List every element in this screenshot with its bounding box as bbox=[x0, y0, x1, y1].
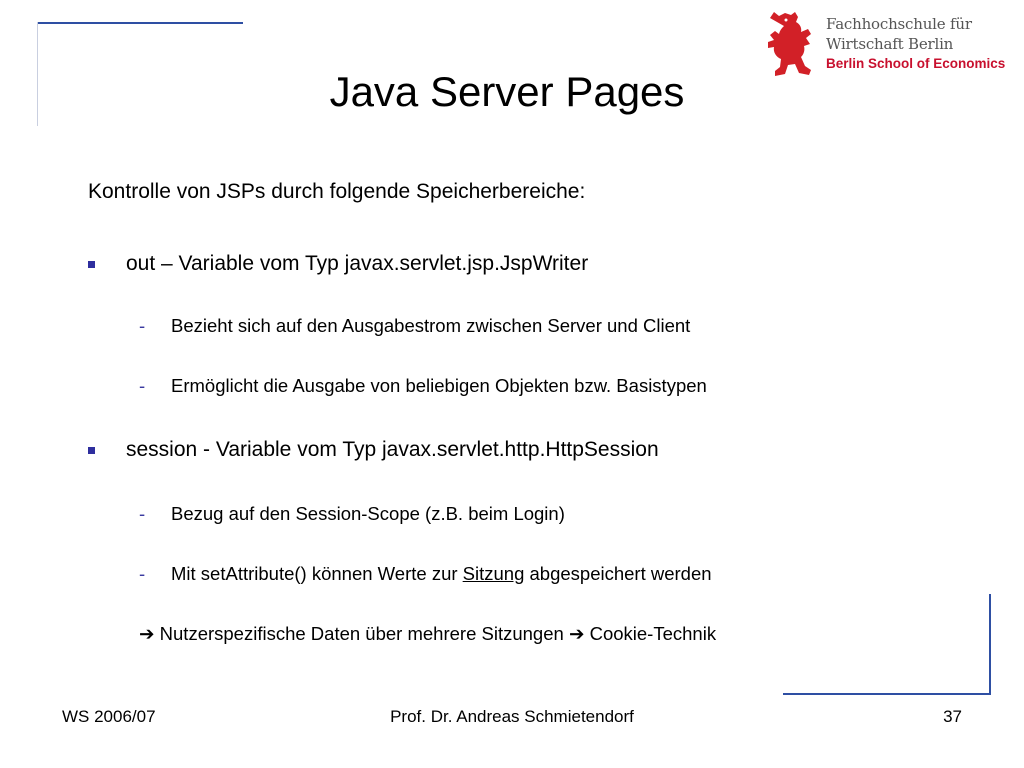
sub-bullet-text: Bezieht sich auf den Ausgabestrom zwischen Server und Client bbox=[171, 315, 691, 336]
page-number: 37 bbox=[943, 707, 962, 726]
conclusion-part1: Nutzerspezifische Daten über mehrere Sitzungen bbox=[159, 623, 564, 644]
logo-name-line1: Fachhochschule für bbox=[826, 15, 972, 33]
frame-bottom-line bbox=[783, 693, 991, 695]
footer-semester: WS 2006/07 bbox=[62, 707, 156, 726]
conclusion-part2: Cookie-Technik bbox=[589, 623, 717, 644]
sub-bullet-text bbox=[171, 563, 712, 585]
berlin-bear-icon bbox=[756, 8, 818, 76]
sub-bullet-dash: - bbox=[139, 375, 146, 396]
footer-author: Prof. Dr. Andreas Schmietendorf bbox=[390, 707, 634, 726]
underlined-word: Sitzung bbox=[462, 563, 525, 584]
frame-right-line bbox=[989, 594, 991, 694]
bullet-marker bbox=[88, 261, 95, 268]
logo-name-line2: Wirtschaft Berlin bbox=[826, 35, 954, 53]
sub-bullet-dash: - bbox=[139, 315, 146, 336]
sub-bullet-dash: - bbox=[139, 563, 146, 584]
sub-bullet-text: Ermöglicht die Ausgabe von beliebigen Objekten bzw. Basistypen bbox=[171, 375, 707, 396]
sub-bullet-text-after: abgespeichert werden bbox=[524, 563, 712, 584]
bullet-text: out – Variable vom Typ javax.servlet.jsp.JspWriter bbox=[126, 252, 589, 275]
sub-bullet-text: Bezug auf den Session-Scope (z.B. beim Login) bbox=[171, 503, 565, 524]
logo-subtitle: Berlin School of Economics bbox=[826, 56, 1006, 71]
slide-title: Java Server Pages bbox=[329, 68, 685, 115]
frame-top-line bbox=[38, 22, 243, 24]
arrow-right-icon: ➔ bbox=[139, 623, 155, 644]
conclusion-line bbox=[139, 623, 716, 645]
sub-bullet-text-before: Mit setAttribute() können Werte zur bbox=[171, 563, 463, 584]
bullet-marker bbox=[88, 447, 95, 454]
arrow-right-icon: ➔ bbox=[568, 623, 585, 644]
intro-text: Kontrolle von JSPs durch folgende Speicherbereiche: bbox=[88, 180, 586, 203]
sub-bullet-dash: - bbox=[139, 503, 146, 524]
bullet-text: session - Variable vom Typ javax.servlet.http.HttpSession bbox=[126, 438, 659, 461]
